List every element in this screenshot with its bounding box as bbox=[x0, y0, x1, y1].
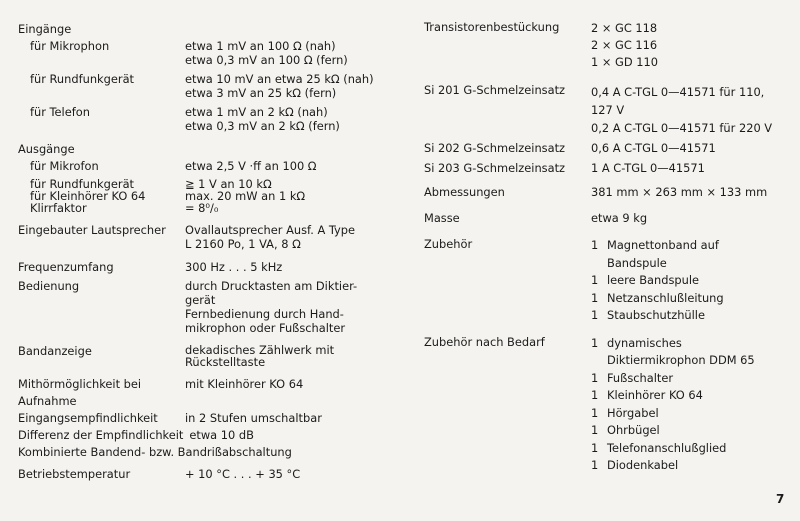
frequenz-row bbox=[18, 260, 413, 274]
si203-label: Si 203 G-Schmelzeinsatz bbox=[424, 161, 566, 175]
list-item: 1 Staubschutzhülle bbox=[591, 308, 705, 322]
temperatur-label: Betriebstemperatur bbox=[18, 467, 131, 481]
si202-label: Si 202 G-Schmelzeinsatz bbox=[424, 141, 566, 155]
eingang-mikrophon-row bbox=[18, 39, 413, 67]
si203-row bbox=[424, 161, 794, 175]
list-item: 1 Fußschalter bbox=[591, 370, 674, 385]
mithoer-label-2: Aufnahme bbox=[18, 394, 77, 408]
si201-line-1: 0,4 A C-TGL 0—41571 für 110, bbox=[591, 85, 765, 99]
bedienung-line-2: gerät bbox=[185, 293, 216, 307]
si201-label: Si 201 G-Schmelzeinsatz bbox=[424, 83, 566, 97]
bandanzeige-label: Bandanzeige bbox=[18, 344, 92, 358]
list-item: 1 leere Bandspule bbox=[591, 273, 700, 287]
abmessungen-row bbox=[424, 185, 794, 199]
mithoer-value: mit Kleinhörer KO 64 bbox=[185, 377, 304, 391]
transistor-gc116: 2 × GC 116 bbox=[591, 38, 658, 52]
kombiniert-text: Kombinierte Bandend- bzw. Bandrißabschaltung bbox=[18, 445, 292, 459]
list-item: 1 Hörgabel bbox=[591, 405, 659, 420]
abmessungen-label: Abmessungen bbox=[424, 185, 505, 199]
masse-row bbox=[424, 211, 794, 225]
eingang-mikrophon-fern: etwa 0,3 mV an 100 Ω (fern) bbox=[185, 53, 348, 67]
klirrfaktor-value: = 8⁰/₀ bbox=[185, 201, 219, 215]
abmessungen-value: 381 mm × 263 mm × 133 mm bbox=[591, 185, 768, 199]
bedienung-line-4: mikrophon oder Fußschalter bbox=[185, 321, 346, 335]
eingang-telefon-label: für Telefon bbox=[30, 105, 90, 119]
si202-value: 0,6 A C-TGL 0—41571 bbox=[591, 141, 716, 155]
eingang-rundfunk-nah: etwa 10 mV an etwa 25 kΩ (nah) bbox=[185, 72, 374, 86]
zubehoer-bedarf-label: Zubehör nach Bedarf bbox=[424, 334, 545, 349]
transistoren-label: Transistorenbestückung bbox=[424, 20, 560, 34]
page-number: 7 bbox=[776, 492, 785, 506]
masse-value: etwa 9 kg bbox=[591, 211, 648, 225]
eingang-mikrophon-nah: etwa 1 mV an 100 Ω (nah) bbox=[185, 39, 336, 53]
bedienung-label: Bedienung bbox=[18, 279, 80, 293]
list-item: 1 Netzanschlußleitung bbox=[591, 290, 724, 305]
eingang-telefon-nah: etwa 1 mV an 2 kΩ (nah) bbox=[185, 105, 328, 119]
bedienung-row bbox=[18, 279, 413, 335]
empfindlichkeit-row bbox=[18, 411, 413, 425]
eingang-rundfunk-fern: etwa 3 mV an 25 kΩ (fern) bbox=[185, 86, 337, 100]
si203-value: 1 A C-TGL 0—41571 bbox=[591, 161, 705, 175]
ausgang-mikrofon-label: für Mikrofon bbox=[30, 159, 99, 173]
eingang-telefon-fern: etwa 0,3 mV an 2 kΩ (fern) bbox=[185, 119, 340, 133]
klirrfaktor-label: Klirrfaktor bbox=[30, 201, 87, 215]
si201-line-2: 127 V bbox=[591, 103, 625, 117]
si202-row bbox=[424, 141, 794, 155]
list-item: 1 Ohrbügel bbox=[591, 423, 660, 437]
eingang-rundfunk-row bbox=[18, 72, 413, 100]
lautsprecher-line-2: L 2160 Po, 1 VA, 8 Ω bbox=[185, 237, 301, 251]
differenz-label: Differenz der Empfindlichkeit bbox=[18, 428, 184, 442]
temperatur-value: + 10 °C . . . + 35 °C bbox=[185, 467, 301, 481]
bedienung-line-3: Fernbedienung durch Hand- bbox=[185, 307, 344, 321]
masse-label: Masse bbox=[424, 211, 460, 225]
list-item: 1 Kleinhörer KO 64 bbox=[591, 388, 703, 402]
differenz-row bbox=[18, 428, 413, 442]
ausgang-mikrofon-row bbox=[18, 159, 413, 173]
eingang-telefon-row bbox=[18, 105, 413, 133]
zubehoer-bedarf-row bbox=[424, 335, 794, 475]
eingang-mikrophon-label: für Mikrophon bbox=[30, 39, 110, 53]
si201-line-3: 0,2 A C-TGL 0—41571 für 220 V bbox=[591, 121, 773, 135]
ausgang-mikrofon-value: etwa 2,5 V ·ff an 100 Ω bbox=[185, 159, 317, 173]
mithoer-row bbox=[18, 377, 413, 408]
bandanzeige-row bbox=[18, 344, 413, 368]
list-item: 1 Magnettonband auf Bandspule bbox=[591, 238, 719, 270]
lautsprecher-line-1: Ovallautsprecher Ausf. A Type bbox=[185, 223, 356, 237]
transistor-gd110: 1 × GD 110 bbox=[591, 55, 658, 69]
lautsprecher-label: Eingebauter Lautsprecher bbox=[18, 223, 166, 237]
right-column bbox=[424, 20, 794, 475]
bandanzeige-line-1: dekadisches Zählwerk mit bbox=[185, 343, 335, 357]
frequenz-label: Frequenzumfang bbox=[18, 260, 114, 274]
si201-row bbox=[424, 83, 794, 137]
ausgang-kleinhoerer-value: max. 20 mW an 1 kΩ bbox=[185, 189, 306, 203]
eingang-rundfunk-label: für Rundfunkgerät bbox=[30, 72, 135, 86]
differenz-value: etwa 10 dB bbox=[189, 428, 254, 442]
zubehoer-row bbox=[424, 237, 794, 325]
empfindlichkeit-label: Eingangsempfindlichkeit bbox=[18, 411, 158, 425]
ausgang-rundfunk-label: für Rundfunkgerät bbox=[30, 177, 135, 191]
ausgang-rundfunk-value: ≧ 1 V an 10 kΩ bbox=[185, 177, 272, 191]
klirrfaktor-row bbox=[18, 202, 413, 214]
frequenz-value: 300 Hz . . . 5 kHz bbox=[185, 260, 283, 274]
ausgaenge-heading: Ausgänge bbox=[18, 142, 75, 156]
empfindlichkeit-value: in 2 Stufen umschaltbar bbox=[185, 411, 322, 425]
temperatur-row bbox=[18, 467, 413, 481]
zubehoer-label: Zubehör bbox=[424, 237, 473, 251]
ausgang-kleinhoerer-label: für Kleinhörer KO 64 bbox=[30, 189, 146, 203]
eingaenge-heading: Eingänge bbox=[18, 22, 72, 36]
bedienung-line-1: durch Drucktasten am Diktier- bbox=[185, 279, 358, 293]
list-item: 1 Diodenkabel bbox=[591, 458, 679, 472]
left-column bbox=[18, 22, 413, 481]
list-item: 1 dynamisches Diktiermikrophon DDM 65 bbox=[591, 335, 755, 367]
mithoer-label-1: Mithörmöglichkeit bei bbox=[18, 377, 142, 391]
list-item: 1 Telefonanschlußglied bbox=[591, 440, 727, 455]
bandanzeige-line-2: Rückstelltaste bbox=[185, 355, 266, 369]
lautsprecher-row bbox=[18, 223, 413, 251]
transistor-gc118: 2 × GC 118 bbox=[591, 21, 658, 35]
transistoren-row bbox=[424, 20, 794, 71]
